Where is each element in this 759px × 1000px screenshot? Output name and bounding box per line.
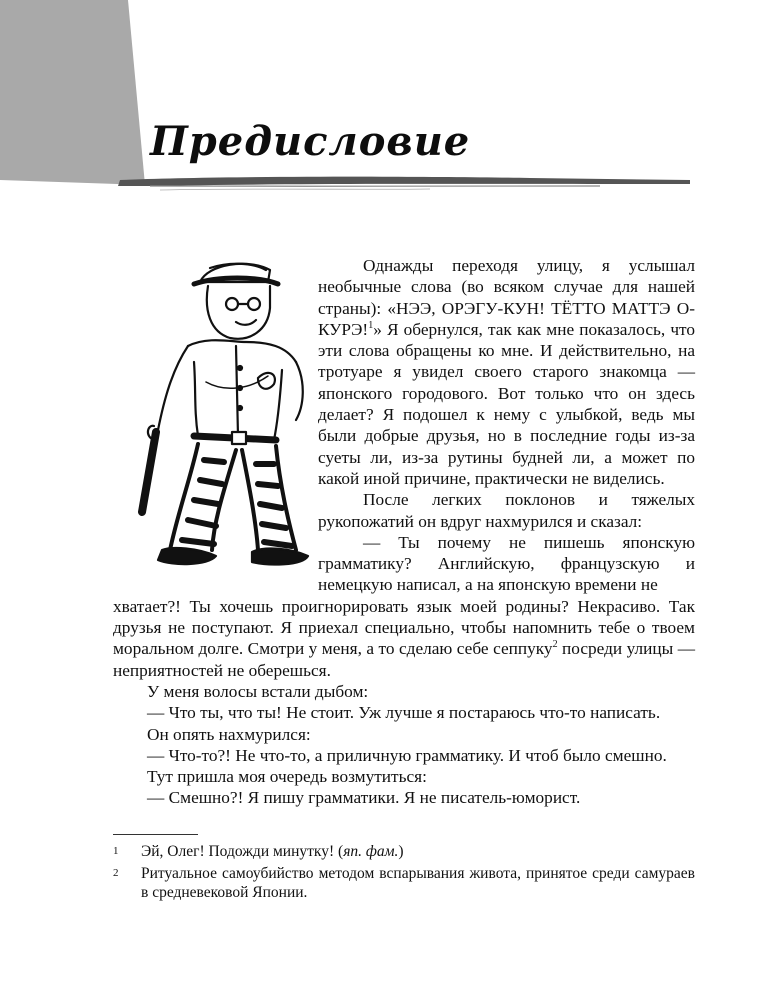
- footnote-divider: [113, 834, 198, 835]
- paragraph-4: У меня волосы встали дыбом:: [147, 681, 369, 701]
- footnote-ref-1[interactable]: 1: [368, 320, 374, 332]
- body-text: [113, 255, 695, 809]
- footnote-1: 1 Эй, Олег! Подожди минутку! (яп. фам.): [113, 843, 404, 860]
- paragraph-5: — Что ты, что ты! Не стоит. Уж лучше я постараюсь что-то написать.: [147, 703, 661, 723]
- footnote-ref-2[interactable]: 2: [552, 639, 558, 651]
- paragraph-2: После легких поклонов и тяжелых рукопожатий он вдруг нахмурился и сказал:: [318, 490, 695, 531]
- paragraph-3-wrap: — Ты почему не пишешь японскую грамматику? Английскую, французскую и немецкую написал, а на японскую времени не: [318, 532, 695, 595]
- title-underline-band: [0, 0, 759, 200]
- chapter-title: Предисловие: [150, 118, 471, 165]
- footnotes: [113, 842, 695, 905]
- paragraph-9: — Смешно?! Я пишу грамматики. Я не писатель-юморист.: [147, 788, 581, 808]
- paragraph-6: Он опять нахмурился:: [147, 724, 311, 744]
- paragraph-3-continued: хватает?! Ты хочешь проигнорировать язык моей родины? Некрасиво. Так друзья не поступают. Я приехал специально, чтобы напомнить тебе о твоем моральном долге. Смотри у меня, а то сделаю себе сеппуку$^2$ посреди улицы — неприятностей не оберешься.: [113, 596, 696, 680]
- footnote-number: 2: [113, 867, 119, 879]
- footnote-2: 2 Ритуальное самоубийство методом вспарывания живота, принятое среди самураев в средневековой Японии.: [113, 865, 695, 901]
- paragraph-1: Однажды переходя улицу, я услышал необычные слова (во всяком случае для нашей страны): «НЭЭ, ОРЭГУ-КУН! ТЁТТО МАТТЭ О-КУРЭ!$^1$» Я обернулся, так как мне показалось, что эти слова обращены ко мне. И действительно, на тротуаре я увидел своего старого знакомца — японского городового. Вот только что он здесь делает? Я подошел к нему с улыбкой, ведь мы были добрые друзья, но в последние годы из-за суеты ли, из-за рутины будней ли, а может по какой иной причине, практически не виделись.: [318, 256, 695, 488]
- paragraph-8: Тут пришла моя очередь возмутиться:: [147, 767, 427, 787]
- paragraph-7: — Что-то?! Не что-то, а приличную грамматику. И чтоб было смешно.: [147, 745, 667, 765]
- footnote-number: 1: [113, 845, 119, 857]
